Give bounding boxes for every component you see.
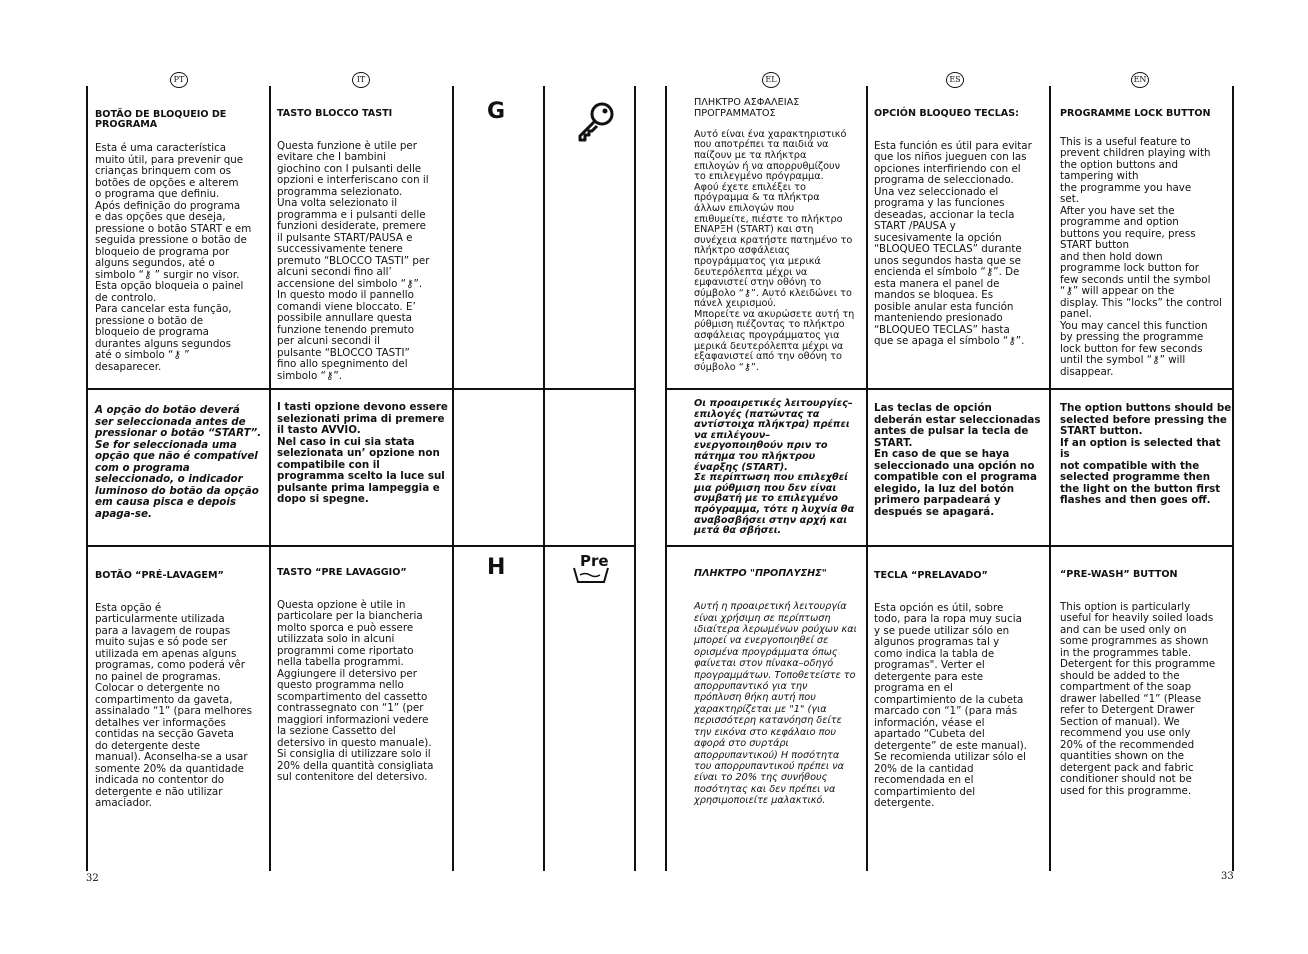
en-option-note: The option buttons should be selected before pressing the START button. If an option is selected that is not compatible with the selected programme then the light on the button first flashes and then goes off.	[1060, 402, 1232, 506]
pt-prewash-body: Esta opção é particularmente utilizada para a lavagem de roupas muito sujas e só pode ser utilizada em apenas alguns programas, como poderá vêr no painel de programas. Colocar o detergente no compartimento da gaveta, assinalado “1” (para melhores detalhes ver informações contidas na secção Gaveta do detergente deste manual). Aconselha-se a usar somente 20% da quantidade indicada no contentor do detergente e não utilizar amaciador.	[95, 601, 252, 809]
el-prewash-body: Αυτή η προαιρετική λειτουργία είναι χρήσιμη σε περίπτωση ιδιαίτερα λερωμένων ρούχων και μπορεί να ενεργοποιηθεί σε ορισμένα προγράμματα όπως φαίνεται στον πίνακα–οδηγό προγραμμάτων. Τοποθετείστε το απορρυπαντικό για την πρόπλυση θήκη αυτή που χαρακτηρίζεται με "1" (για περισσότερη κατανόηση δείτε την εικόνα στο κεφάλαιο που αφορά στο συρτάρι απορρυπαντικού) Η ποσότητα του απορρυπαντικού πρέπει να είναι το 20% της συνήθους ποσότητας και δεν πρέπει να χρησιμοποιείτε μαλακτικό.	[694, 601, 857, 807]
es-lock-body: Esta función es útil para evitar que los niños jueguen con las opciones interfiriendo con el programa de seleccionado. Una vez seleccionado el programa y las funciones deseadas, accionar la tecla START /PAUSA y sucesivamente la opción “BLOQUEO TECLAS” durante unos segundos hasta que se encienda el símbolo “⚷”. De esta manera el panel de mandos se bloquea. Es posible anular esta función manteniendo presionado “BLOQUEO TECLAS” hasta que se apaga el símbolo “⚷”.	[874, 139, 1032, 347]
en-lock-section	[1060, 96, 1232, 390]
it-prewash-section	[277, 555, 449, 795]
key-icon	[575, 100, 617, 142]
el-prewash-heading: ΠΛΗΚΤΡΟ "ΠΡΟΠΛΥΣΗΣ"	[694, 568, 827, 580]
it-lock-section	[277, 96, 449, 394]
row-divider	[86, 545, 635, 547]
en-prewash-heading: “PRE-WASH” BUTTON	[1060, 568, 1178, 580]
prewash-icon-label: Pre	[580, 552, 609, 570]
el-prewash-section	[694, 557, 864, 818]
es-prewash-heading: TECLA “PRELAVADO”	[874, 569, 988, 581]
column-divider	[1049, 86, 1051, 871]
es-lock-section	[874, 96, 1046, 359]
en-prewash-section	[1060, 557, 1232, 809]
column-divider	[866, 86, 868, 871]
column-divider	[634, 86, 636, 871]
es-prewash-section	[874, 558, 1046, 821]
column-divider	[86, 86, 88, 871]
language-badge-el: EL	[762, 72, 780, 88]
it-lock-heading: TASTO BLOCCO TASTI	[277, 107, 393, 119]
page-number-right: 33	[1221, 871, 1234, 882]
pt-prewash-section	[95, 558, 267, 821]
es-prewash-body: Esta opción es útil, sobre todo, para la ropa muy sucia y se puede utilizar sólo en algunos programas tal y como indica la tabla de programas". Verter el detergente para este programa en el compartimiento de la cubeta marcado con “1” (para más información, véase el apartado “Cubeta del detergente” de este manual). Se recomienda utilizar sólo el 20% de la cantidad recomendada en el compartimiento del detergente.	[874, 601, 1028, 809]
pt-option-note: A opção do botão deverá ser seleccionada antes de pressionar o botão “START”. Se for seleccionada uma opção que não é compatível com o programa seleccionado, o indicador luminoso do botão da opção em causa pisca e depois apaga-se.	[95, 404, 262, 520]
row-divider	[665, 545, 1233, 547]
it-option-note: I tasti opzione devono essere selezionati prima di premere il tasto AVVIO. Nel caso in cui sia stata selezionata un’ opzione non compatibile con il programma scelto la luce sul pulsante prima lampeggia e dopo si spegne.	[277, 401, 448, 505]
es-option-note: Las teclas de opción deberán estar seleccionadas antes de pulsar la tecla de START. En caso de que se haya seleccionado una opción no compatible con el programa elegido, la luz del botón primero parpadeará y después se apagará.	[874, 402, 1041, 518]
en-lock-heading: PROGRAMME LOCK BUTTON	[1060, 107, 1211, 119]
language-badge-es: ES	[946, 72, 964, 88]
it-prewash-heading: TASTO “PRE LAVAGGIO”	[277, 566, 407, 578]
column-divider	[543, 86, 545, 871]
es-lock-heading: OPCIÓN BLOQUEO TECLAS:	[874, 107, 1019, 119]
column-divider	[452, 86, 454, 871]
column-divider	[1232, 86, 1234, 871]
it-prewash-body: Questa opzione è utile in particolare per la biancheria molto sporca e può essere utilizzata solo in alcuni programmi come riportato nella tabella programmi. Aggiungere il detersivo per questo programma nello scompartimento del cassetto contrassegnato con “1” (per maggiori informazioni vedere la sezione Cassetto del detersivo in questo manuale). Si consiglia di utilizzare solo il 20% della quantità consigliata sul contenitore del detersivo.	[277, 598, 434, 783]
pt-lock-section	[95, 98, 267, 385]
prewash-icon	[572, 552, 617, 588]
language-badge-pt: PT	[170, 72, 188, 88]
el-option-note: Οι προαιρετικές λειτουργίες– επιλογές (πατώντας τα αντίστοιχα πλήκτρα) πρέπει να επιλέγουν– ενεργοποιηθούν πριν το πάτημα του πλήκτρου έναρξης (START). Σε περίπτωση που επιλεχθεί μια ρύθμιση που δεν είναι συμβατή με το επιλεγμένο πρόγραμμα, τότε η λυχνία θα αναβοσβήσει στην αρχή και μετά θα σβήσει.	[694, 398, 855, 537]
column-divider	[665, 86, 667, 871]
pt-prewash-heading: BOTÃO “PRÉ-LAVAGEM”	[95, 569, 224, 581]
el-lock-section: ΠΛΗΚΤΡΟ ΑΣΦΑΛΕΙΑΣ ΠΡΟΓΡΑΜΜΑΤΟΣ Αυτό είναι ένα χαρακτηριστικό που αποτρέπει τα παιδιά να παίζουν με τα πλήκτρα επιλογών ή να απορρυθμίζουν το επιλεγμένο πρόγραμμα. Αφού έχετε επιλέξει το πρόγραμμα & τα πλήκτρα άλλων επιλογών που επιθυμείτε, πιέστε το πλήκτρο ΕΝΑΡΞΗ (START) και στη συνέχεια κρατήστε πατημένο το πλήκτρο ασφάλειας προγράμματος για μερικά δευτερόλεπτα μέχρι να εμφανιστεί στην οθόνη το σύμβολο “⚷”. Αυτό κλειδώνει το πάνελ χειρισμού. Μπορείτε να ακυρώσετε αυτή τη ρύθμιση πιέζοντας το πλήκτρο ασφάλειας προγράμματος για μερικά δευτερόλεπτα μέχρι να εξαφανιστεί από την οθόνη το σύμβολο “⚷”.	[694, 97, 855, 373]
it-lock-body: Questa funzione è utile per evitare che I bambini giochino con I pulsanti delle opzioni e interferiscano con il programma selezionato. Una volta selezionato il programma e i pulsanti delle funzioni desiderate, premere il pulsante START/PAUSA e successivamente tenere premuto “BLOCCO TASTI” per alcuni secondi fino all’ accensione del simbolo “⚷”. In questo modo il pannello comandi viene bloccato. E’ possibile annullare questa funzione tenendo premuto per alcuni secondi il pulsante “BLOCCO TASTI” fino allo spegnimento del simbolo “⚷”.	[277, 139, 430, 382]
pt-lock-body: Esta é uma característica muito útil, para prevenir que crianças brinquem com os botões de opções e alterem o programa que definiu. Após definição do programa e das opções que deseja, pressione o botão START e em seguida pressione o botão de bloqueio de programa por alguns segundos, até o simbolo “⚷ ” surgir no visor. Esta opção bloqueia o painel de controlo. Para cancelar esta função, pressione o botão de bloqueio de programa durantes alguns segundos até o simbolo “⚷ ” desaparecer.	[95, 142, 252, 373]
pt-lock-heading: BOTÃO DE BLOQUEIO DE PROGRAMA	[95, 108, 227, 130]
en-lock-body: This is a useful feature to prevent children playing with the option buttons and tampering with the programme you have set. After you have set the programme and option buttons you require, press START button and then hold down programme lock button for few seconds until the symbol “⚷” will appear on the display. This “locks” the control panel. You may cancel this function by pressing the programme lock button for few seconds until the symbol “⚷” will disappear.	[1060, 135, 1222, 378]
right-page	[654, 0, 1308, 954]
column-divider	[269, 86, 271, 871]
function-letter-g: G	[487, 99, 506, 124]
language-badge-en: EN	[1131, 72, 1149, 88]
language-badge-it: IT	[352, 72, 370, 88]
page-number-left: 32	[86, 873, 99, 884]
en-prewash-body: This option is particularly useful for heavily soiled loads and can be used only on some programmes as shown in the programmes table. Detergent for this programme should be added to the compartment of the soap drawer labelled “1” (Please refer to Detergent Drawer Section of manual). We recommend you use only 20% of the recommended quantities shown on the detergent pack and fabric conditioner should not be used for this programme.	[1060, 600, 1216, 797]
function-letter-h: H	[487, 555, 506, 580]
